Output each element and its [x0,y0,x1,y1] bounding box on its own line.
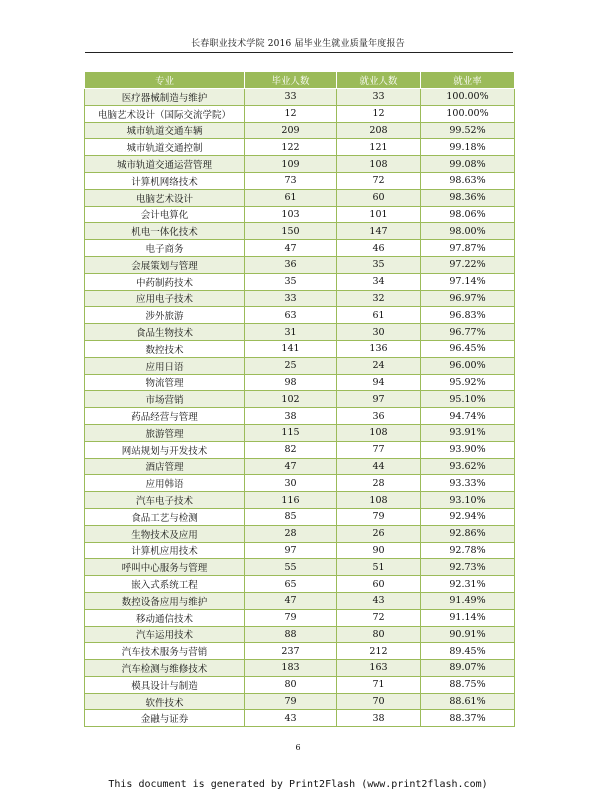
cell-employment-rate: 100.00% [421,105,515,122]
generator-footer: This document is generated by Print2Flash (www.print2flash.com) [108,779,488,790]
cell-employment-rate: 99.08% [421,156,515,173]
table-row [85,475,515,492]
cell-employment-rate: 93.91% [421,424,515,441]
table-row [85,374,515,391]
cell-employment-rate: 89.07% [421,660,515,677]
cell-employment-rate: 94.74% [421,408,515,425]
cell-major: 应用日语 [85,357,245,374]
column-header-employment-rate: 就业率 [421,72,515,89]
cell-major: 市场营销 [85,391,245,408]
table-row [85,324,515,341]
cell-employed: 70 [337,693,421,710]
cell-employed: 60 [337,576,421,593]
cell-major: 软件技术 [85,693,245,710]
cell-employment-rate: 93.33% [421,475,515,492]
cell-major: 酒店管理 [85,458,245,475]
cell-employed: 12 [337,105,421,122]
cell-employed: 26 [337,525,421,542]
cell-employment-rate: 96.00% [421,357,515,374]
cell-employed: 163 [337,660,421,677]
cell-major: 城市轨道交通控制 [85,139,245,156]
table-row [85,676,515,693]
cell-graduates: 98 [245,374,337,391]
table-row [85,273,515,290]
table-row [85,89,515,106]
cell-employed: 108 [337,492,421,509]
cell-graduates: 30 [245,475,337,492]
cell-employed: 108 [337,156,421,173]
table-row [85,592,515,609]
cell-major: 汽车运用技术 [85,626,245,643]
cell-graduates: 122 [245,139,337,156]
cell-major: 会计电算化 [85,206,245,223]
cell-employed: 212 [337,643,421,660]
cell-employed: 43 [337,592,421,609]
cell-major: 生物技术及应用 [85,525,245,542]
column-header-graduates: 毕业人数 [245,72,337,89]
cell-employed: 77 [337,441,421,458]
table-row [85,391,515,408]
cell-major: 移动通信技术 [85,609,245,626]
cell-graduates: 150 [245,223,337,240]
cell-employment-rate: 90.91% [421,626,515,643]
cell-graduates: 63 [245,307,337,324]
cell-employment-rate: 95.92% [421,374,515,391]
cell-employed: 35 [337,256,421,273]
cell-employed: 28 [337,475,421,492]
cell-employed: 136 [337,340,421,357]
cell-employment-rate: 97.14% [421,273,515,290]
cell-graduates: 97 [245,542,337,559]
cell-employment-rate: 88.75% [421,676,515,693]
cell-major: 计算机应用技术 [85,542,245,559]
table-row [85,710,515,727]
cell-employed: 61 [337,307,421,324]
cell-major: 汽车技术服务与营销 [85,643,245,660]
cell-major: 计算机网络技术 [85,172,245,189]
cell-employment-rate: 92.86% [421,525,515,542]
cell-graduates: 47 [245,240,337,257]
table-row [85,156,515,173]
cell-employed: 36 [337,408,421,425]
cell-major: 旅游管理 [85,424,245,441]
cell-graduates: 73 [245,172,337,189]
cell-employed: 71 [337,676,421,693]
cell-employed: 51 [337,559,421,576]
cell-employed: 79 [337,508,421,525]
table-row [85,492,515,509]
cell-employment-rate: 92.73% [421,559,515,576]
column-header-employed: 就业人数 [337,72,421,89]
cell-graduates: 25 [245,357,337,374]
table-row [85,122,515,139]
column-header-major: 专业 [85,72,245,89]
cell-employed: 101 [337,206,421,223]
cell-employment-rate: 96.83% [421,307,515,324]
table-row [85,256,515,273]
table-row [85,307,515,324]
cell-major: 金融与证券 [85,710,245,727]
table-row [85,609,515,626]
table-row [85,105,515,122]
table-header-row [85,72,515,89]
table-row [85,240,515,257]
cell-graduates: 35 [245,273,337,290]
cell-major: 中药制药技术 [85,273,245,290]
cell-employment-rate: 99.52% [421,122,515,139]
cell-employed: 208 [337,122,421,139]
table-row [85,172,515,189]
cell-major: 会展策划与管理 [85,256,245,273]
cell-major: 涉外旅游 [85,307,245,324]
table-row [85,693,515,710]
cell-graduates: 79 [245,693,337,710]
cell-major: 电脑艺术设计 [85,189,245,206]
cell-employment-rate: 93.90% [421,441,515,458]
table-row [85,458,515,475]
cell-employment-rate: 95.10% [421,391,515,408]
cell-employed: 121 [337,139,421,156]
cell-employment-rate: 96.97% [421,290,515,307]
cell-employed: 147 [337,223,421,240]
cell-graduates: 36 [245,256,337,273]
cell-major: 物流管理 [85,374,245,391]
table-row [85,290,515,307]
cell-employment-rate: 100.00% [421,89,515,106]
cell-major: 汽车电子技术 [85,492,245,509]
cell-major: 应用韩语 [85,475,245,492]
cell-employment-rate: 91.14% [421,609,515,626]
cell-graduates: 103 [245,206,337,223]
cell-graduates: 209 [245,122,337,139]
table-row [85,139,515,156]
cell-employed: 94 [337,374,421,391]
cell-graduates: 65 [245,576,337,593]
cell-major: 数控设备应用与维护 [85,592,245,609]
cell-graduates: 141 [245,340,337,357]
employment-rate-table [84,71,515,727]
page-header-title: 长春职业技术学院 2016 届毕业生就业质量年度报告 [191,39,405,49]
cell-major: 医疗器械制造与维护 [85,89,245,106]
cell-major: 药品经营与管理 [85,408,245,425]
table-row [85,525,515,542]
cell-employed: 90 [337,542,421,559]
cell-employed: 80 [337,626,421,643]
cell-graduates: 80 [245,676,337,693]
cell-employment-rate: 98.63% [421,172,515,189]
cell-employment-rate: 88.61% [421,693,515,710]
cell-employed: 60 [337,189,421,206]
table-row [85,189,515,206]
cell-employment-rate: 92.94% [421,508,515,525]
cell-major: 模具设计与制造 [85,676,245,693]
cell-employment-rate: 97.87% [421,240,515,257]
cell-major: 应用电子技术 [85,290,245,307]
table-row [85,660,515,677]
cell-graduates: 79 [245,609,337,626]
cell-employment-rate: 98.06% [421,206,515,223]
cell-major: 城市轨道交通车辆 [85,122,245,139]
cell-graduates: 183 [245,660,337,677]
table-row [85,424,515,441]
cell-employed: 30 [337,324,421,341]
cell-graduates: 47 [245,458,337,475]
cell-employed: 72 [337,609,421,626]
cell-employment-rate: 93.62% [421,458,515,475]
cell-graduates: 47 [245,592,337,609]
cell-graduates: 12 [245,105,337,122]
cell-graduates: 61 [245,189,337,206]
cell-major: 电子商务 [85,240,245,257]
cell-employment-rate: 92.31% [421,576,515,593]
cell-graduates: 85 [245,508,337,525]
cell-major: 数控技术 [85,340,245,357]
cell-major: 呼叫中心服务与管理 [85,559,245,576]
cell-graduates: 43 [245,710,337,727]
cell-employed: 44 [337,458,421,475]
cell-employment-rate: 88.37% [421,710,515,727]
cell-employment-rate: 96.77% [421,324,515,341]
table-row [85,508,515,525]
cell-employed: 32 [337,290,421,307]
cell-major: 食品工艺与检测 [85,508,245,525]
cell-major: 城市轨道交通运营管理 [85,156,245,173]
table-row [85,340,515,357]
table-row [85,643,515,660]
cell-employed: 33 [337,89,421,106]
cell-major: 嵌入式系统工程 [85,576,245,593]
cell-graduates: 33 [245,89,337,106]
table-row [85,559,515,576]
table-row [85,206,515,223]
cell-major: 机电一体化技术 [85,223,245,240]
page-number: 6 [295,743,301,752]
cell-employment-rate: 98.36% [421,189,515,206]
cell-graduates: 38 [245,408,337,425]
cell-graduates: 115 [245,424,337,441]
cell-employed: 108 [337,424,421,441]
cell-graduates: 28 [245,525,337,542]
cell-employment-rate: 89.45% [421,643,515,660]
cell-employed: 24 [337,357,421,374]
cell-graduates: 31 [245,324,337,341]
cell-employment-rate: 91.49% [421,592,515,609]
cell-employment-rate: 98.00% [421,223,515,240]
cell-graduates: 116 [245,492,337,509]
cell-graduates: 33 [245,290,337,307]
table-row [85,576,515,593]
header-divider [85,52,513,53]
cell-employed: 34 [337,273,421,290]
cell-graduates: 82 [245,441,337,458]
cell-graduates: 237 [245,643,337,660]
cell-major: 电脑艺术设计（国际交流学院） [85,105,245,122]
cell-major: 食品生物技术 [85,324,245,341]
cell-employed: 38 [337,710,421,727]
table-row [85,441,515,458]
table-row [85,357,515,374]
cell-employment-rate: 92.78% [421,542,515,559]
table-row [85,542,515,559]
cell-employed: 97 [337,391,421,408]
table-row [85,223,515,240]
cell-major: 汽车检测与维修技术 [85,660,245,677]
table-row [85,408,515,425]
cell-graduates: 102 [245,391,337,408]
cell-employment-rate: 93.10% [421,492,515,509]
cell-employed: 72 [337,172,421,189]
cell-graduates: 55 [245,559,337,576]
cell-graduates: 88 [245,626,337,643]
cell-employment-rate: 96.45% [421,340,515,357]
cell-employment-rate: 99.18% [421,139,515,156]
cell-major: 网站规划与开发技术 [85,441,245,458]
cell-graduates: 109 [245,156,337,173]
cell-employment-rate: 97.22% [421,256,515,273]
cell-employed: 46 [337,240,421,257]
table-row [85,626,515,643]
